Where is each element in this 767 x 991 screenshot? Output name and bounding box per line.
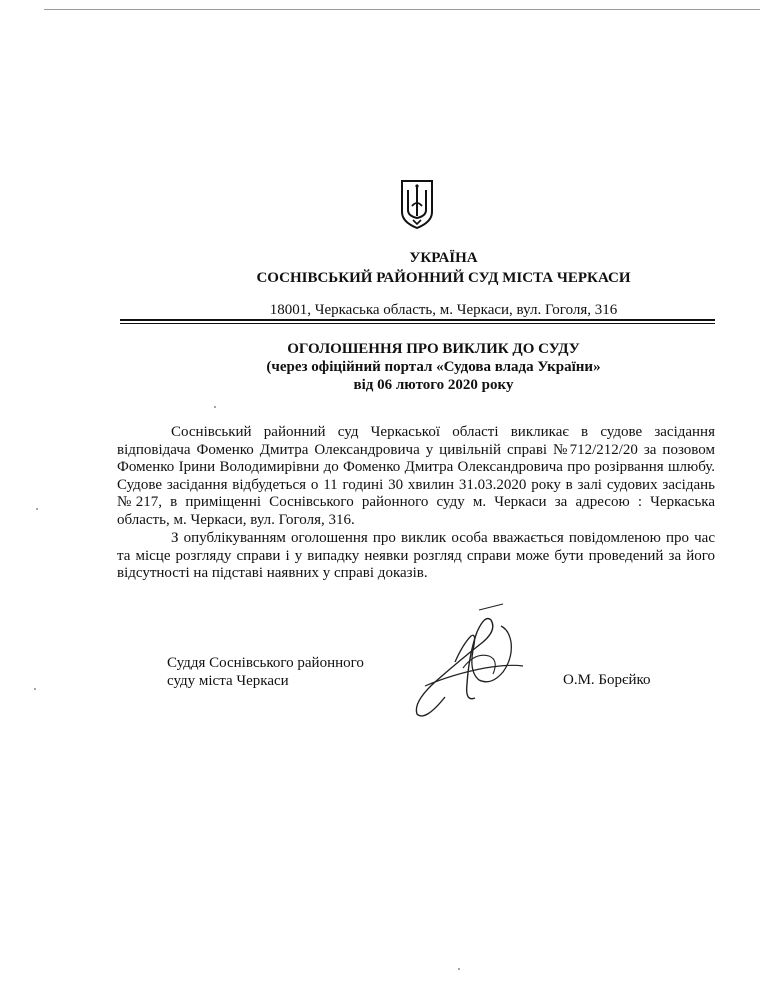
header-divider-thin <box>120 323 715 324</box>
judge-title-line: суду міста Черкаси <box>167 673 289 689</box>
court-address: 18001, Черкаська область, м. Черкаси, вул. Гоголя, 316 <box>269 302 618 318</box>
ukraine-trident-icon <box>398 178 436 230</box>
judge-title <box>167 654 364 690</box>
country-heading: УКРАЇНА <box>409 250 478 266</box>
scan-speck <box>36 508 38 510</box>
scan-speck <box>458 968 460 970</box>
body-paragraph: Соснівський районний суд Черкаської області викликає в судове засідання відповідача Фоменко Дмитра Олександровича у цивільній справі №712/212/20 за позовом Фоменко Ірини Володимирівни до Фоменко Дмитра Олександровича про розірвання шлюбу. Судове засідання відбудеться о 11 годині 30 хвилин 31.03.2020 року в залі судових засідань №217, в приміщенні Соснівського районного суду м. Черкаси за адресою : Черкаська область, м. Черкаси, вул. Гоголя, 316. <box>117 424 715 528</box>
handwritten-signature <box>405 602 535 732</box>
body-paragraph: З опублікуванням оголошення про виклик особа вважається повідомленою про час та місце розгляду справи і у випадку неявки розгляд справи може бути проведений за його відсутності на підставі наявних у справі доказів. <box>117 530 715 582</box>
court-heading: СОСНІВСЬКИЙ РАЙОННИЙ СУД МІСТА ЧЕРКАСИ <box>256 270 631 286</box>
scan-edge-line <box>44 9 760 10</box>
notice-date: від 06 лютого 2020 року <box>353 377 514 393</box>
notice-title: ОГОЛОШЕННЯ ПРО ВИКЛИК ДО СУДУ <box>287 341 580 357</box>
notice-subtitle: (через офіційний портал «Судова влада України» <box>266 359 601 375</box>
scan-speck <box>34 688 36 690</box>
scan-speck <box>214 406 216 408</box>
header-divider <box>120 319 715 321</box>
judge-name: О.М. Борєйко <box>563 672 651 688</box>
judge-title-line: Суддя Соснівського районного <box>167 655 364 671</box>
